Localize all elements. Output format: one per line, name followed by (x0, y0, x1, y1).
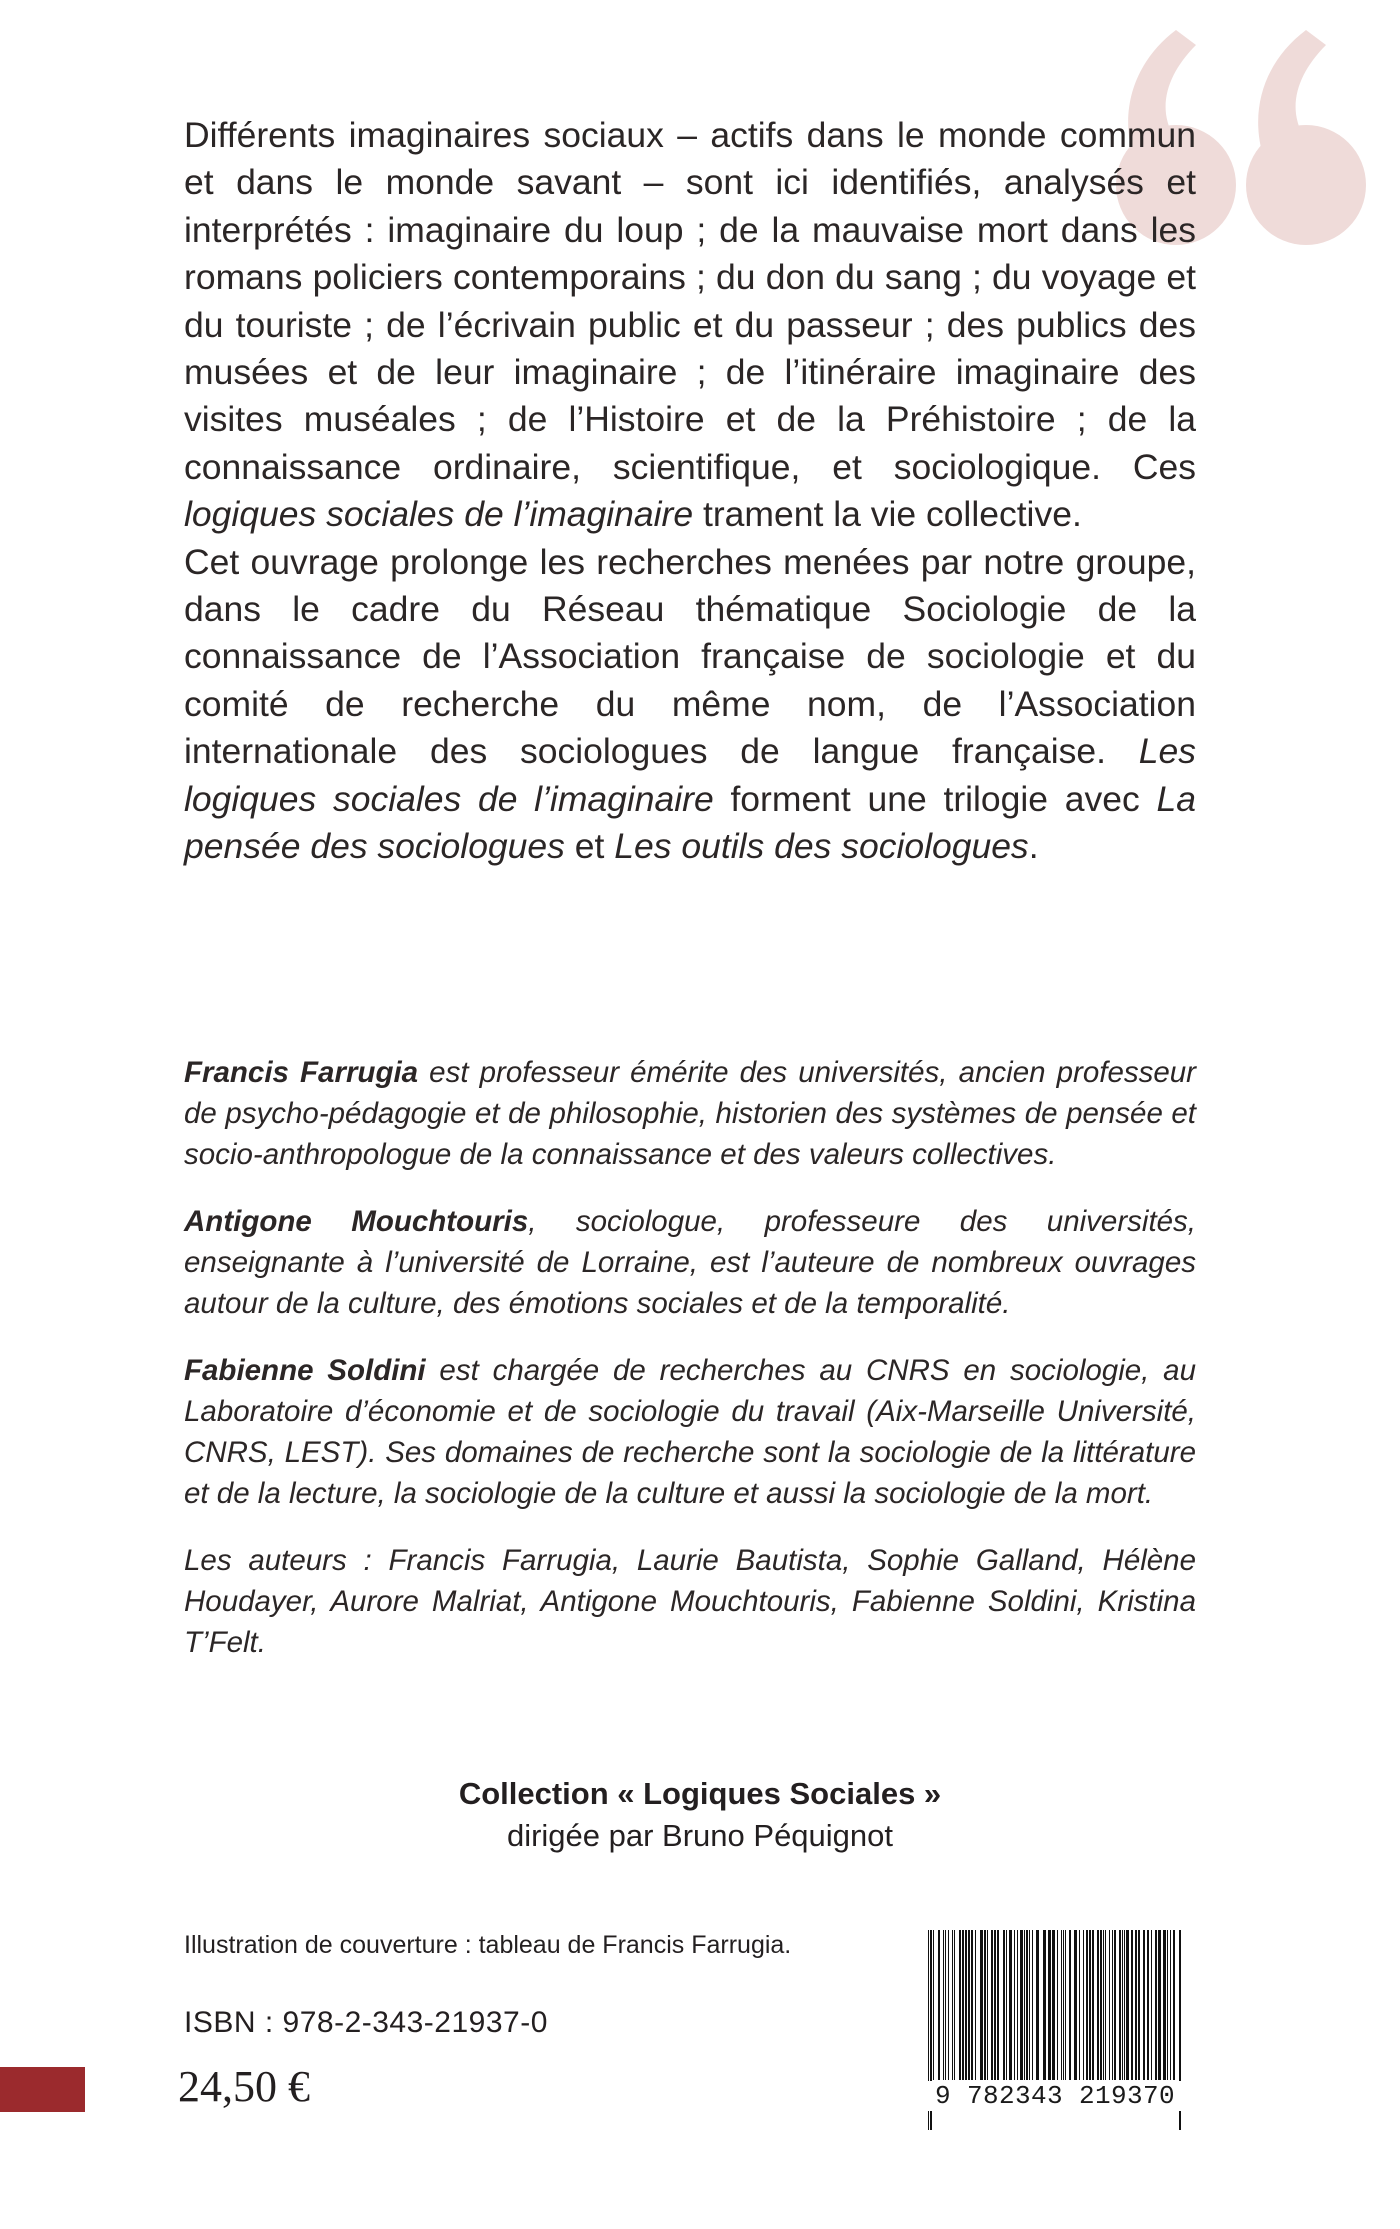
barcode-bar (938, 1930, 940, 2080)
barcode-bar (994, 1930, 996, 2080)
barcode-bar (933, 1930, 934, 2080)
barcode-bar (1052, 1930, 1055, 2080)
barcode-bar (1163, 1930, 1166, 2080)
barcode-bar (1029, 1930, 1030, 2080)
barcode-bar (991, 1930, 993, 2080)
barcode-bar (1089, 1930, 1091, 2080)
barcode-bar (1170, 1930, 1171, 2080)
barcode-bar (1079, 1930, 1080, 2080)
barcode-bar (980, 1930, 983, 2080)
barcode-bar (1014, 1930, 1015, 2080)
barcode-bar (968, 1930, 970, 2080)
barcode-bar (975, 1930, 976, 2080)
bio-antigone-mouchtouris: Antigone Mouchtouris, sociologue, professeure des universités, enseignante à l’université de Lorraine, est l’auteure de nombreux ouvrages autour de la culture, des émotions sociales et de la temporalité. (184, 1205, 1196, 1320)
barcode-bar (962, 1930, 964, 2080)
barcode-bar (987, 1930, 988, 2080)
barcode-bar (1048, 1930, 1051, 2080)
barcode-bar (1026, 1930, 1028, 2080)
barcode-bar (1173, 1930, 1175, 2080)
back-cover-blurb (184, 112, 1196, 871)
barcode-bar (1009, 1930, 1012, 2080)
barcode-bar (1057, 1930, 1058, 2080)
barcode-bar (984, 1930, 986, 2080)
barcode-bar (1119, 1930, 1121, 2080)
barcode-bar (1131, 1930, 1133, 2080)
barcode-bar (1100, 1930, 1102, 2080)
barcode-bar (959, 1930, 961, 2080)
collection-director: dirigée par Bruno Péquignot (506, 1818, 894, 1853)
author-bios (184, 1052, 1196, 1689)
isbn: ISBN : 978-2-343-21937-0 (184, 2006, 548, 2039)
barcode-bar (1074, 1930, 1077, 2080)
barcode-bar (1063, 1930, 1064, 2080)
barcode-bar (948, 1930, 949, 2080)
barcode-bar (1017, 1930, 1018, 2080)
barcode-bar (1092, 1930, 1094, 2080)
barcode-bar (1167, 1930, 1168, 2080)
barcode-bar (1097, 1930, 1099, 2080)
barcode-bar (1112, 1930, 1113, 2080)
collection-name: Collection « Logiques Sociales » (458, 1776, 942, 1811)
barcode-bar (1103, 1930, 1104, 2080)
collection-info (0, 1773, 1400, 1857)
cover-illustration-credit: Illustration de couverture : tableau de Francis Farrugia. (184, 1931, 792, 1959)
barcode-bar (1135, 1930, 1137, 2080)
barcode-bar (1086, 1930, 1088, 2080)
barcode-bar (1124, 1930, 1125, 2080)
barcode-bar (1083, 1930, 1084, 2080)
barcode-bar (1105, 1930, 1106, 2080)
barcode-bar (1024, 1930, 1025, 2080)
barcode-digits: 9 782343 219370 (924, 2081, 1186, 2111)
barcode-bar (1003, 1930, 1005, 2080)
bio-francis-farrugia: Francis Farrugia est professeur émérite des universités, ancien professeur de psycho-pédagogie et de philosophie, historien des systèmes de pensée et socio-anthropologue de la connaissance et des valeurs collectives. (184, 1056, 1196, 1171)
barcode-bar (945, 1930, 946, 2080)
barcode-bar (1158, 1930, 1161, 2080)
barcode-bar (1138, 1930, 1140, 2080)
barcode-bar (1020, 1930, 1023, 2080)
blurb-paragraph-2: Cet ouvrage prolonge les recherches menées par notre groupe, dans le cadre du Réseau thématique Sociologie de la connaissance de l’Association française de sociologie et du comité de recherche du même nom, de l’Association internationale des sociologues de langue française. Les logiques sociales de l’imaginaire forment une trilogie avec La pensée des sociologues et Les outils des sociologues. (184, 541, 1196, 867)
barcode-bar (1151, 1930, 1152, 2080)
barcode-bar (965, 1930, 967, 2080)
barcode-bar (997, 1930, 999, 2080)
barcode-bar (1126, 1930, 1129, 2080)
barcode-bar (971, 1930, 973, 2080)
barcode-bar (1036, 1930, 1039, 2080)
price: 24,50 € (178, 2062, 310, 2111)
barcode-bar (1147, 1930, 1149, 2080)
barcode-bar (943, 1930, 944, 2080)
accent-red-bar (0, 2067, 85, 2112)
authors-list: Les auteurs : Francis Farrugia, Laurie Bautista, Sophie Galland, Hélène Houdayer, Aurore Malriat, Antigone Mouchtouris, Fabienne Soldini, Kristina T’Felt. (184, 1544, 1196, 1659)
barcode-bar (1109, 1930, 1110, 2080)
barcode-bar (954, 1930, 955, 2080)
barcode-bar (1043, 1930, 1046, 2080)
barcode-bar (1143, 1930, 1145, 2080)
barcode-bar (1155, 1930, 1157, 2080)
barcode-bar (1006, 1930, 1007, 2080)
blurb-paragraph-1: Différents imaginaires sociaux – actifs dans le monde commun et dans le monde savant – sont ici identifiés, analysés et interprétés : imaginaire du loup ; de la mauvaise mort dans les romans policiers contemporains ; du don du sang ; du voyage et du touriste ; de l’écrivain public et du passeur ; des publics des musées et de leur imaginaire ; de l’itinéraire imaginaire des visites muséales ; de l’Histoire et de la Préhistoire ; de la connaissance ordinaire, scientifique, et sociologique. Ces logiques sociales de l’imaginaire trament la vie collective. (184, 115, 1196, 535)
barcode-bar (1069, 1930, 1071, 2080)
barcode-bar (1061, 1930, 1062, 2080)
barcode-bar (1114, 1930, 1116, 2080)
barcode-bar (1032, 1930, 1033, 2080)
bio-fabienne-soldini: Fabienne Soldini est chargée de recherches au CNRS en sociologie, au Laboratoire d’économie et de sociologie du travail (Aix-Marseille Université, CNRS, LEST). Ses domaines de recherche sont la sociologie de la littérature et de la lecture, la sociologie de la culture et aussi la sociologie de la mort. (184, 1354, 1196, 1510)
barcode-bar (952, 1930, 953, 2080)
barcode-bar (1122, 1930, 1123, 2080)
barcode-bar (1065, 1930, 1066, 2080)
